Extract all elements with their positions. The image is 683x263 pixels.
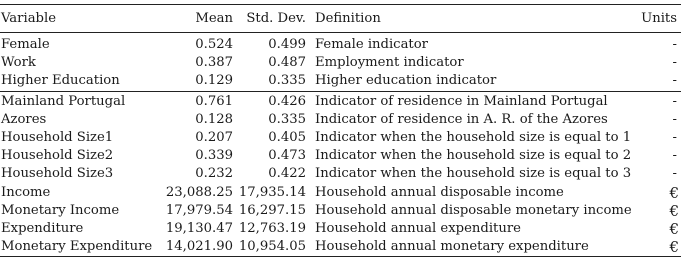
cell-std-dev: 0.499 <box>268 37 306 52</box>
cell-definition: Household annual monetary expenditure <box>306 238 640 257</box>
cell-units: € <box>669 183 679 202</box>
cell-units: - <box>672 55 677 71</box>
cell-definition: Employment indicator <box>315 55 464 71</box>
cell-variable: Work <box>1 55 36 71</box>
cell-std-dev: 0.422 <box>268 166 306 182</box>
table-body <box>0 33 681 257</box>
cell-variable: Higher Education <box>1 73 120 89</box>
header-definition: Definition <box>306 5 640 33</box>
cell-definition: Indicator when the household size is equal to 2 <box>315 148 632 164</box>
table-row <box>0 54 681 72</box>
cell-units: - <box>672 37 677 52</box>
cell-units: - <box>672 130 677 146</box>
cell-std-dev: 12,763.19 <box>238 221 306 237</box>
cell-mean: 14,021.90 <box>155 238 233 257</box>
cell-units: - <box>672 166 677 182</box>
cell-units: - <box>672 73 677 89</box>
cell-variable: Monetary Expenditure <box>0 238 155 257</box>
cell-mean: 0.524 <box>195 37 233 52</box>
cell-std-dev: 0.487 <box>268 55 306 71</box>
header-units: Units <box>640 5 681 33</box>
cell-mean: 0.387 <box>195 55 233 71</box>
table-row <box>0 238 681 257</box>
table-row <box>0 111 681 129</box>
cell-units: € <box>640 238 681 257</box>
cell-mean: 23,088.25 <box>165 184 233 200</box>
cell-units: - <box>672 148 677 164</box>
cell-definition: Indicator when the household size is equal to 3 <box>315 166 632 182</box>
cell-std-dev: 10,954.05 <box>233 238 306 257</box>
cell-variable: Mainland Portugal <box>0 91 155 111</box>
table-row <box>0 129 681 147</box>
cell-units: - <box>640 91 681 111</box>
cell-std-dev: 0.335 <box>268 111 306 127</box>
cell-definition: Higher education indicator <box>315 73 497 89</box>
cell-definition: Female indicator <box>315 37 428 52</box>
header-std-dev: Std. Dev. <box>233 5 306 33</box>
cell-definition: Indicator when the household size is equal to 1 <box>315 130 632 146</box>
table-row <box>0 165 681 183</box>
cell-std-dev: 0.405 <box>268 130 306 146</box>
cell-std-dev: 16,297.15 <box>238 202 306 218</box>
table-row <box>0 220 681 238</box>
cell-variable: Household Size1 <box>1 130 114 146</box>
cell-variable: Azores <box>1 111 47 127</box>
cell-units: € <box>669 220 679 239</box>
table-row <box>0 91 681 111</box>
cell-mean: 0.339 <box>195 148 233 164</box>
cell-std-dev: 17,935.14 <box>238 184 306 200</box>
table-row <box>0 72 681 91</box>
cell-definition: Household annual expenditure <box>315 221 521 237</box>
cell-variable: Household Size3 <box>1 166 114 182</box>
cell-definition: Indicator of residence in A. R. of the Azores <box>315 111 608 127</box>
cell-variable: Income <box>1 184 51 200</box>
cell-variable: Monetary Income <box>1 202 120 218</box>
table-row <box>0 202 681 220</box>
cell-definition: Household annual disposable monetary income <box>315 202 632 218</box>
cell-mean: 0.128 <box>195 111 233 127</box>
table-header-row <box>0 5 681 33</box>
table-row <box>0 147 681 165</box>
cell-std-dev: 0.335 <box>268 73 306 89</box>
cell-definition: Indicator of residence in Mainland Portugal <box>306 91 640 111</box>
cell-units: € <box>669 201 679 220</box>
cell-mean: 0.129 <box>195 73 233 89</box>
cell-std-dev: 0.426 <box>233 91 306 111</box>
cell-variable: Expenditure <box>1 221 84 237</box>
cell-variable: Female <box>1 37 50 52</box>
table-row <box>0 184 681 202</box>
cell-mean: 17,979.54 <box>165 202 233 218</box>
cell-definition: Household annual disposable income <box>315 184 564 200</box>
cell-variable: Household Size2 <box>1 148 114 164</box>
cell-std-dev: 0.473 <box>268 148 306 164</box>
header-mean: Mean <box>155 5 233 33</box>
table-row <box>0 33 681 55</box>
cell-mean: 0.207 <box>195 130 233 146</box>
cell-mean: 0.761 <box>155 91 233 111</box>
header-variable: Variable <box>0 5 155 33</box>
variables-table <box>0 4 681 257</box>
cell-units: - <box>672 111 677 127</box>
cell-mean: 19,130.47 <box>165 221 233 237</box>
cell-mean: 0.232 <box>195 166 233 182</box>
